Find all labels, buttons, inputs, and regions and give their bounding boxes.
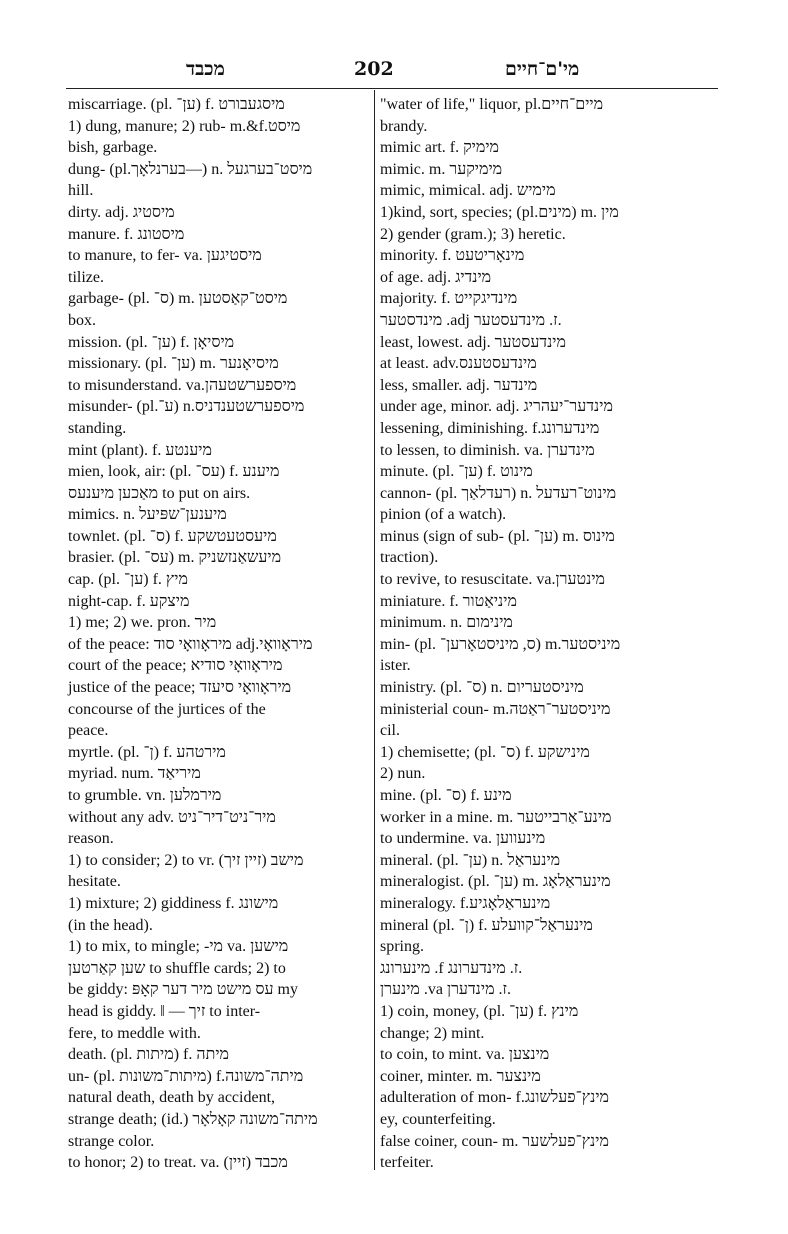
column-divider xyxy=(374,90,375,1170)
dictionary-line: myriad. num. מיריאַד xyxy=(68,765,201,783)
dictionary-line: minute. (pl. ען־) f. מינוט xyxy=(380,463,533,481)
dictionary-line: garbage- (pl. ס־) m. מיסט־קאַסטען xyxy=(68,290,288,308)
dictionary-line: strange death; (id.) מיתה־משונה קאָלאָר xyxy=(68,1110,318,1128)
dictionary-line: mine. (pl. ס־) f. מינע xyxy=(380,787,512,804)
dictionary-line: missionary. (pl. ען־) m. מיסיאָנער xyxy=(68,355,279,373)
dictionary-line: minority. f. מינאָריטעט xyxy=(380,247,525,265)
dictionary-line: cap. (pl. ען־) f. מיץ xyxy=(68,571,188,589)
dictionary-line: strange color. xyxy=(68,1132,155,1150)
dictionary-line: 1) chemisette; (pl. ס־) f. מינישקע xyxy=(380,743,590,761)
dictionary-line: ey, counterfeiting. xyxy=(380,1110,496,1128)
dictionary-line: mimic, mimical. adj. מימיש xyxy=(380,182,556,200)
dictionary-line: ister. xyxy=(380,657,411,675)
dictionary-line: mineral. (pl. ען־) n. מינעראַל xyxy=(380,851,561,869)
dictionary-line: mint (plant). f. מיענטע xyxy=(68,441,212,459)
dictionary-line: (in the head). xyxy=(68,916,153,934)
dictionary-line: coiner, minter. m. מינצער xyxy=(380,1067,541,1085)
dictionary-line: to lessen, to diminish. va. מינדערן xyxy=(380,441,595,459)
dictionary-line: change; 2) mint. xyxy=(380,1024,485,1042)
dictionary-line: min- (pl. ס, מיניסטאָרען־) m.מיניסטער xyxy=(380,635,621,653)
dictionary-line: to manure, to fer- va. מיסטיגען xyxy=(68,247,262,265)
dictionary-line: of age. adj. מינדיג xyxy=(380,268,492,286)
dictionary-line: mimic art. f. מימיק xyxy=(380,139,500,157)
dictionary-line: to misunderstand. va.מיספערשטעהן xyxy=(68,376,297,394)
dictionary-line: brandy. xyxy=(380,117,428,135)
dictionary-line: fere, to meddle with. xyxy=(68,1024,201,1042)
dictionary-line: cannon- (pl. רעדלאַך) n. מינוט־רעדעל xyxy=(380,484,617,502)
dictionary-line: court of the peace; מיראָוואָי סודיא xyxy=(68,657,283,675)
dictionary-line: mission. (pl. ען־) f. מיסיאָן xyxy=(68,333,235,351)
header-rule xyxy=(66,88,718,89)
dictionary-line: myrtle. (pl. ן־) f. מירטהע xyxy=(68,743,226,761)
dictionary-line: spring. xyxy=(380,938,424,956)
dictionary-line: townlet. (pl. ס־) f. מיעסטעטשקע xyxy=(68,527,277,545)
dictionary-line: mimic. m. מימיקער xyxy=(380,160,503,178)
dictionary-line: terfeiter. xyxy=(380,1154,434,1172)
dictionary-line: 1) me; 2) we. pron. מיר xyxy=(68,614,217,632)
dictionary-line: without any adv. מיר־ניט־דיר־ניט xyxy=(68,808,276,826)
dictionary-line: un- (pl. מיתות־משונות) f.מיתה־משונה xyxy=(68,1067,304,1085)
dictionary-line: minus (sign of sub- (pl. ען־) m. מינוס xyxy=(380,527,615,545)
dictionary-line: minimum. n. מינימום xyxy=(380,614,513,632)
dictionary-line: cil. xyxy=(380,722,400,740)
dictionary-line: dung- (pl.בערנלאָך—) n. מיסט־בערגעל xyxy=(68,160,313,178)
dictionary-line: worker in a mine. m. מינע־אַרבייטער xyxy=(380,808,612,826)
dictionary-line: to honor; 2) to treat. va. (זיין) מכבד xyxy=(68,1154,288,1172)
dictionary-line: ministry. (pl. ס־) n. מיניסטעריום xyxy=(380,679,584,697)
dictionary-line: מאַכען מיענעס to put on airs. xyxy=(68,484,251,502)
dictionary-line: שען קאַרטען to shuffle cards; 2) to xyxy=(68,959,286,977)
dictionary-line: 1) to consider; 2) to vr. (זיין זיך) מישב xyxy=(68,851,304,869)
dictionary-line: adulteration of mon- f.מינץ־פעלשונג xyxy=(380,1089,610,1107)
dictionary-line: tilize. xyxy=(68,268,104,286)
dictionary-line: justice of the peace; מיראָוואָי סיעזד xyxy=(68,679,292,697)
dictionary-line: miniature. f. מיניאַטור xyxy=(380,592,517,610)
dictionary-line: least, lowest. adj. מינדעסטער xyxy=(380,333,566,351)
dictionary-line: מינדסטער .adj ז. מינדעסטער. xyxy=(380,311,562,329)
dictionary-line: box. xyxy=(68,311,96,329)
dictionary-line: false coiner, coun- m. מינץ־פעלשער xyxy=(380,1132,609,1150)
dictionary-line: dirty. adj. מיסטיג xyxy=(68,203,175,221)
dictionary-line: 1) dung, manure; 2) rub- m.&f.מיסט xyxy=(68,117,301,135)
dictionary-line: traction). xyxy=(380,549,439,567)
dictionary-line: mimics. n. מיענען־שפּיעל xyxy=(68,506,227,524)
dictionary-line: 1) coin, money, (pl. ען־) f. מינץ xyxy=(380,1002,579,1020)
dictionary-line: ministerial coun- m.מיניסטער־ראַטה xyxy=(380,700,611,718)
dictionary-line: mineralogist. (pl. ען־) m. מינעראַלאָג xyxy=(380,873,611,891)
dictionary-line: under age, minor. adj. מינדער־יעהריג xyxy=(380,398,613,416)
dictionary-line: manure. f. מיסטונג xyxy=(68,225,185,243)
page-number: 202 xyxy=(354,58,394,80)
dictionary-line: hesitate. xyxy=(68,873,121,891)
dictionary-line: 1)kind, sort, species; (pl.מינים) m. מין xyxy=(380,203,619,221)
dictionary-line: "water of life," liquor, pl.מיים־חיים xyxy=(380,96,604,113)
dictionary-line: night-cap. f. מיצקע xyxy=(68,592,190,610)
dictionary-line: peace. xyxy=(68,722,109,740)
dictionary-line: hill. xyxy=(68,182,94,200)
dictionary-line: death. (pl. מיתות) f. מיתה xyxy=(68,1046,230,1064)
dictionary-line: miscarriage. (pl. ען־) f. מיסגעבורט xyxy=(68,96,285,113)
dictionary-line: be giddy: עס מישט מיר דער קאָפּ my xyxy=(68,981,298,999)
dictionary-line: misunder- (pl.ע־) n.מיספערשטענדניס xyxy=(68,398,305,416)
dictionary-line: 2) gender (gram.); 3) heretic. xyxy=(380,225,566,243)
dictionary-line: mien, look, air: (pl. עס־) f. מיענע xyxy=(68,463,280,481)
running-header xyxy=(0,58,788,88)
dictionary-line: reason. xyxy=(68,830,114,848)
dictionary-line: מינערן .va ז. מינדערן. xyxy=(380,981,512,999)
header-right-word: מי'ם־חיים xyxy=(505,58,580,80)
dictionary-line: to coin, to mint. va. מינצען xyxy=(380,1046,550,1064)
dictionary-line: 1) mixture; 2) giddiness f. מישונג xyxy=(68,894,279,912)
right-column xyxy=(380,94,718,1174)
dictionary-line: brasier. (pl. עס־) m. מיעשאַנזשניק xyxy=(68,549,282,567)
dictionary-line: to revive, to resuscitate. va.מינטערן xyxy=(380,571,606,589)
left-column xyxy=(68,94,368,1174)
header-left-word: מכבד xyxy=(186,58,225,80)
dictionary-line: standing. xyxy=(68,419,127,437)
dictionary-line: 1) to mix, to mingle; -מי va. מישען xyxy=(68,938,289,956)
dictionary-line: pinion (of a watch). xyxy=(380,506,507,524)
dictionary-line: מינערונג .f ז. מינדערונג. xyxy=(380,959,523,977)
dictionary-line: less, smaller. adj. מינדער xyxy=(380,376,538,394)
dictionary-line: natural death, death by accident, xyxy=(68,1089,276,1107)
dictionary-line: lessening, diminishing. f.מינדערונג xyxy=(380,419,600,437)
dictionary-line: concourse of the jurtices of the xyxy=(68,700,266,718)
dictionary-line: bish, garbage. xyxy=(68,139,158,157)
dictionary-line: to undermine. va. מינעווען xyxy=(380,830,546,848)
dictionary-line: majority. f. מינדיגקייט xyxy=(380,290,518,308)
dictionary-line: 2) nun. xyxy=(380,765,426,783)
dictionary-line: of the peace: מיראָוואָי סוד adj.מיראָוואָי xyxy=(68,635,313,653)
dictionary-line: to grumble. vn. מירמלען xyxy=(68,787,222,804)
dictionary-line: head is giddy. ‖ — זיך to inter- xyxy=(68,1002,261,1020)
dictionary-line: mineral (pl. ן־) f. מינעראַל־קוועלע xyxy=(380,916,593,934)
dictionary-line: mineralogy. f.מינעראַלאָגיע xyxy=(380,894,551,912)
dictionary-line: at least. adv.מינדעסטענס xyxy=(380,355,537,373)
